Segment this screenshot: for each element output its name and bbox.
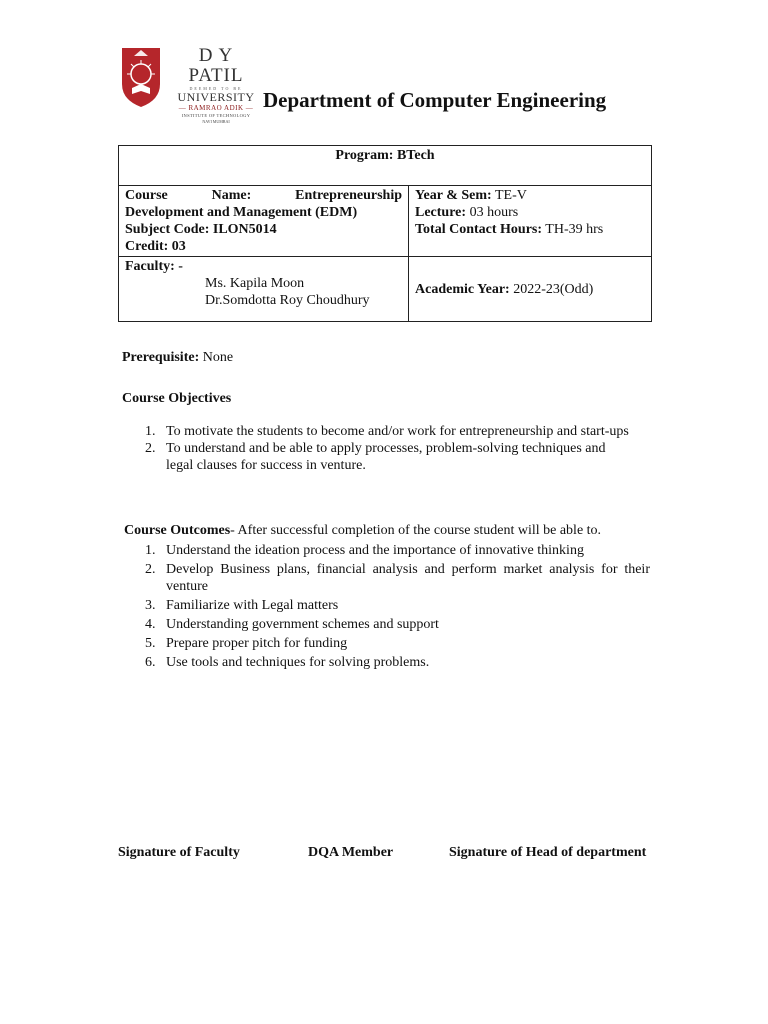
objectives-list: [145, 423, 635, 474]
signature-head-of-department: Signature of Head of department: [449, 845, 647, 860]
list-item: 3. Familiarize with Legal matters: [145, 598, 339, 613]
faculty-name-1: Ms. Kapila Moon: [205, 276, 305, 291]
credit: Credit: 03: [125, 239, 186, 254]
logo-line-deemed: DEEMED TO BE: [189, 86, 243, 91]
course-info-table: [118, 145, 652, 322]
program-cell: Program: BTech: [119, 146, 652, 186]
logo-line-dypatil: D Y PATIL: [188, 45, 244, 86]
outcomes-list: [145, 542, 650, 673]
list-item: 2. Develop Business plans, financial analysis and perform market analysis for their venture: [145, 562, 650, 594]
course-name-continued: Development and Management (EDM): [125, 205, 358, 220]
outcomes-intro: Course Outcomes- After successful completion of the course student will be able to.: [124, 523, 602, 538]
university-crest-icon: [120, 44, 162, 108]
signature-faculty: Signature of Faculty: [118, 845, 240, 860]
logo-line-institute: INSTITUTE OF TECHNOLOGY: [181, 113, 251, 118]
schedule-cell: [409, 186, 652, 257]
list-item: 4. Understanding government schemes and support: [145, 617, 439, 632]
course-name-line: Course Name: Entrepreneurship: [125, 188, 402, 203]
faculty-name-2: Dr.Somdotta Roy Choudhury: [205, 293, 370, 308]
logo-line-location: NAVI MUMBAI: [202, 119, 230, 124]
list-item: 1. To motivate the students to become and/or work for entrepreneurship and start-ups: [145, 424, 629, 439]
signature-dqa-member: DQA Member: [308, 845, 394, 860]
total-contact-hours: Total Contact Hours: TH-39 hrs: [415, 222, 604, 237]
university-logo: [120, 44, 260, 124]
list-item: 6. Use tools and techniques for solving problems.: [145, 655, 430, 670]
list-item: 2. To understand and be able to apply processes, problem-solving techniques and legal clauses for success in venture.: [145, 441, 606, 473]
objectives-title: Course Objectives: [122, 391, 232, 406]
faculty-label: Faculty: -: [125, 259, 183, 274]
faculty-cell: [119, 257, 409, 322]
subject-code: Subject Code: ILON5014: [125, 222, 277, 237]
department-title: Department of Computer Engineering: [263, 88, 607, 112]
academic-year-cell: Academic Year: 2022-23(Odd): [409, 257, 652, 322]
list-item: 5. Prepare proper pitch for funding: [145, 636, 348, 651]
prerequisite: Prerequisite: None: [122, 350, 234, 365]
year-sem: Year & Sem: TE-V: [415, 188, 527, 203]
logo-line-ramrao: — RAMRAO ADIK —: [178, 104, 254, 112]
lecture-hours: Lecture: 03 hours: [415, 205, 519, 220]
course-details-cell: [119, 186, 409, 257]
logo-line-university: UNIVERSITY: [177, 90, 255, 104]
list-item: 1. Understand the ideation process and the importance of innovative thinking: [145, 543, 584, 558]
